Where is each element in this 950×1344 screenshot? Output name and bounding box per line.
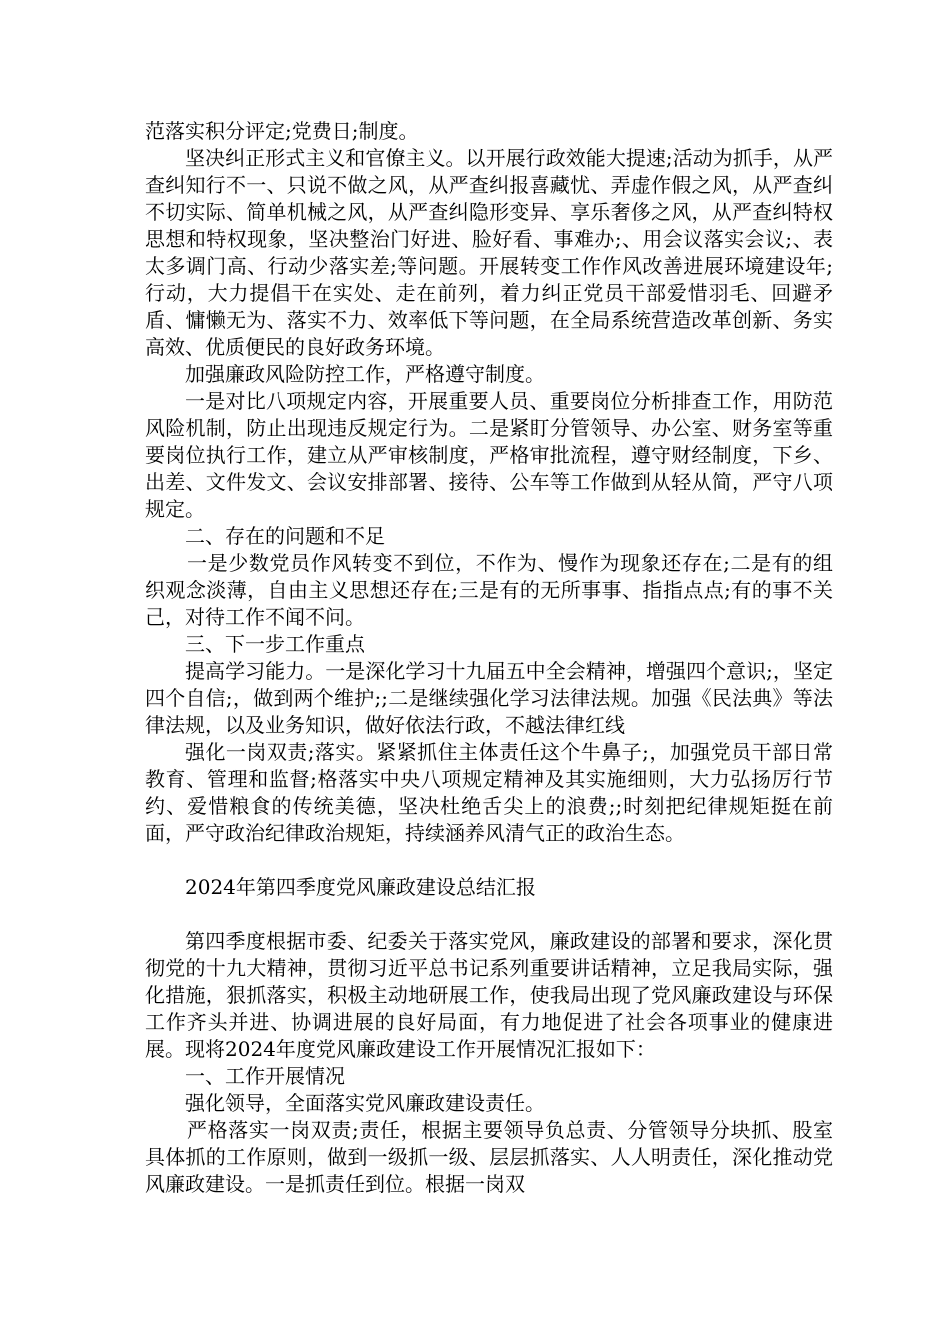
document-page <box>145 118 833 1198</box>
paragraph-formalism: 坚决纠正形式主义和官僚主义。以开展行政效能大提速;活动为抓手，从严查纠知行不一、只说不做之风，从严查纠报喜藏忧、弄虚作假之风，从严查纠不切实际、简单机械之风，从严查纠隐形变异、享乐奢侈之风，从严查纠特权思想和特权现象，坚决整治门好进、脸好看、事难办;、用会议落实会议;、表太多调门高、行动少落实差;等问题。开展转变工作作风改善进展环境建设年;行动，大力提倡干在实处、走在前列，着力纠正党员干部爱惜羽毛、回避矛盾、慵懒无为、落实不力、效率低下等问题，在全局系统营造改革创新、务实高效、优质便民的良好政务环境。 <box>145 146 833 359</box>
paragraph-dual-duty: 严格落实一岗双责;责任，根据主要领导负总责、分管领导分块抓、股室具体抓的工作原则，做到一级抓一级、层层抓落实、人人明责任，深化推动党风廉政建设。一是抓责任到位。根据一岗双 <box>145 1118 833 1196</box>
paragraph-risk-heading: 加强廉政风险防控工作，严格遵守制度。 <box>185 362 545 386</box>
document-title: 2024年第四季度党风廉政建设总结汇报 <box>185 875 536 899</box>
paragraph-leadership: 强化领导，全面落实党风廉政建设责任。 <box>185 1091 545 1115</box>
section-heading-problems: 二、存在的问题和不足 <box>185 524 385 548</box>
paragraph-intro: 第四季度根据市委、纪委关于落实党风，廉政建设的部署和要求，深化贯彻党的十九大精神，贯彻习近平总书记系列重要讲话精神，立足我局实际，强化措施，狠抓落实，积极主动地研展工作，使我局出现了党风廉政建设与环保工作齐头并进、协调进展的良好局面，有力地促进了社会各项事业的健康进展。现将2024年度党风廉政建设工作开展情况汇报如下： <box>145 929 833 1061</box>
paragraph-continuation: 范落实积分评定;党费日;制度。 <box>145 119 419 143</box>
section-heading-work: 一、工作开展情况 <box>185 1064 345 1088</box>
paragraph-responsibility: 强化一岗双责;落实。紧紧抓住主体责任这个牛鼻子;，加强党员干部日常教育、管理和监督;格落实中央八项规定精神及其实施细则，大力弘扬厉行节约、爱惜粮食的传统美德，坚决杜绝舌尖上的浪费;;时刻把纪律规矩挺在前面，严守政治纪律政治规矩，持续涵养风清气正的政治生态。 <box>145 740 833 845</box>
paragraph-problems: 一是少数党员作风转变不到位，不作为、慢作为现象还存在;二是有的组织观念淡薄，自由主义思想还存在;三是有的无所事事、指指点点;有的事不关己，对待工作不闻不问。 <box>145 551 833 629</box>
paragraph-risk-detail: 一是对比八项规定内容，开展重要人员、重要岗位分析排查工作，用防范风险机制，防止出现违反规定行为。二是紧盯分管领导、办公室、财务室等重要岗位执行工作，建立从严审核制度，严格审批流程，遵守财经制度，下乡、出差、文件发文、会议安排部署、接待、公车等工作做到从轻从简，严守八项规定。 <box>145 389 833 521</box>
paragraph-learning: 提高学习能力。一是深化学习十九届五中全会精神，增强四个意识;，坚定四个自信;，做到两个维护;;二是继续强化学习法律法规。加强《民法典》等法律法规，以及业务知识，做好依法行政，不越法律红线 <box>145 659 833 737</box>
section-heading-next-steps: 三、下一步工作重点 <box>185 632 365 656</box>
